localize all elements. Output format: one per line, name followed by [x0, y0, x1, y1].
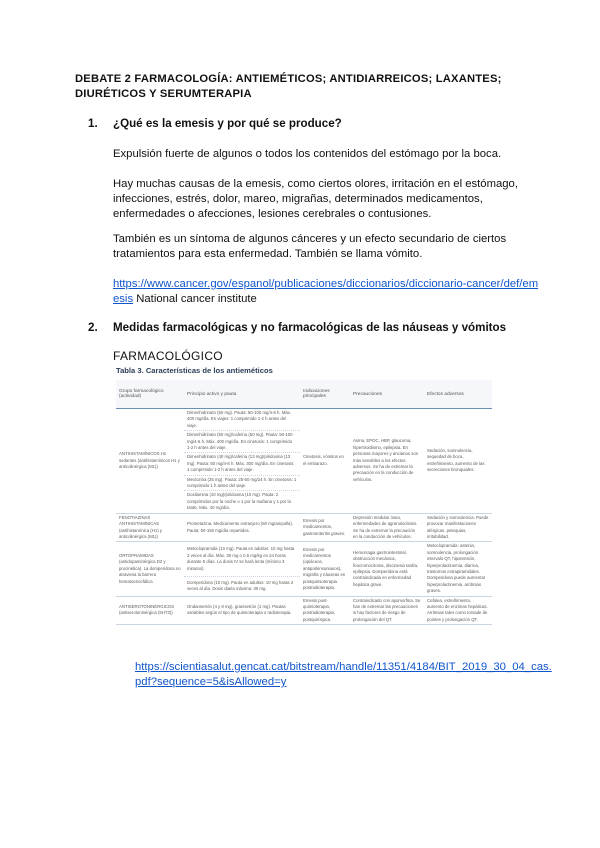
- cell-drug: Prometazina. Medicamento extranjero (50 mg/ampolla). Pauta: 50-150 mg/día repartidos.: [184, 513, 300, 542]
- reference-line-2: [135, 660, 555, 690]
- table-row: [116, 409, 492, 431]
- header-adverse: Efectos adversos: [424, 380, 492, 409]
- answer-paragraph-3: También es un síntoma de algunos cánceres y un efecto secundario de ciertos tratamientos para esta enfermedad. También se llama vómito.: [113, 233, 507, 260]
- cell-drug: Meclozina (25 mg). Pauta: 25-50 mg/24 h. En cinetosis: 1 comprimido 1 h antes del viaje.: [184, 475, 300, 491]
- cell-adverse: Metoclopramida: astenia, somnolencia, prolongación intervalo QT, hipotensión, hiperprolactinemia, diarrea, trastornos extrapiramidales. Domperidona puede aumentar hiperprolactinemia, arritmias graves.: [424, 542, 492, 596]
- cell-precautions: Hemorragia gastrointestinal, obstrucción mecánica, feocromocitoma, discinesia tardía, epilepsia. Domperidona está contraindicada en enfermedad hepática grave.: [350, 542, 424, 596]
- header-group: Grupo farmacológico (actividad): [116, 380, 184, 409]
- cancer-gov-link[interactable]: https://www.cancer.gov/espanol/publicaciones/diccionarios/diccionario-cancer/def/emesis: [113, 278, 539, 305]
- table-row: [116, 513, 492, 542]
- table-header-row: [116, 380, 492, 409]
- cell-precautions: Depresión medular ósea, enfermedades de agranulocitosis. Se ha de extremar la precaución en la conducción de vehículos.: [350, 513, 424, 542]
- answer-paragraph-2: Hay muchas causas de la emesis, como ciertos olores, irritación en el estómago, infecciones, estrés, dolor, mareo, migrañas, determinados medicamentos, enfermedades o afecciones, lesiones cerebrales o contusiones.: [113, 178, 518, 220]
- question-1-text: ¿Qué es la emesis y por qué se produce?: [113, 117, 342, 130]
- antiemetics-table-image: [116, 366, 492, 653]
- cell-group-fenotiazinas: FENOTIAZINAS ANTIHISTAMÍNICAS (antihistamínica (H1) y anticolinérgica (M1)): [116, 513, 184, 542]
- cell-adverse: Sedación, somnolencia, sequedad de boca, estreñimiento, aumento de las secreciones bronquiales.: [424, 409, 492, 514]
- header-drug: Principio activo y pauta: [184, 380, 300, 409]
- table-title: Tabla 3. Características de los antieméticos: [116, 366, 273, 375]
- cell-precautions: Contraindicado con apomorfina. Se han de extremar las precauciones si hay factores de riesgo de prolongación del QT.: [350, 596, 424, 625]
- question-2-heading: [88, 321, 506, 334]
- table-row: [116, 596, 492, 625]
- cell-indication: Emesis post-quimioterapia, postradioterapia, postquirúrgica.: [300, 596, 350, 625]
- reference-source: National cancer institute: [136, 293, 257, 305]
- document-title: DEBATE 2 FARMACOLOGÍA: ANTIEMÉTICOS; ANTIDIARREICOS; LAXANTES; DIURÉTICOS Y SERUMTERAPIA: [75, 73, 502, 100]
- cell-precautions: Asma, EPOC, HBP, glaucoma, hipertiroidismo, epilepsia. En personas mayores y ancianos son más sensibles a los efectos adversos. Se ha de extremar la precaución en la conducción de vehículos.: [350, 409, 424, 514]
- cell-group-antihistaminicos: ANTIHISTAMÍNICOS H1 sedantes (antihistamínicos H1 y anticolinérgica (M1)): [116, 409, 184, 514]
- reference-line-1: [113, 277, 543, 307]
- cell-drug: Dimenhidrinato (40 mg)/cafeína (13 mg)/piridoxina (13 mg). Pauta: 50 mg/4-6 h. Máx. 300 mg/día. En cinetosis: 1 comprimido 1-2 h antes del viaje.: [184, 453, 300, 475]
- question-2-text: Medidas farmacológicas y no farmacológicas de las náuseas y vómitos: [113, 321, 507, 334]
- cell-adverse: Cefalea, estreñimiento, aumento de enzimas hepáticas. Arritmias tales como torsade de pointes y prolongación QT.: [424, 596, 492, 625]
- cell-group-ortopramidas: ORTOPRAMIDAS (antidopaminérgica D2 y procinética). La domperidona no atraviesa la barrera hematoencefálica: [116, 542, 184, 596]
- cell-drug: Doxilamina (10 mg)/piridoxina (10 mg). Pauta: 2 comprimidos por la noche o 1 por la mañana y 1 por la tarde. Máx. 40 mg/día.: [184, 491, 300, 513]
- cell-indication: Emesis por medicamentos, gastroenteritis graves.: [300, 513, 350, 542]
- header-indications: Indicaciones principales: [300, 380, 350, 409]
- answer-paragraph-1: Expulsión fuerte de algunos o todos los contenidos del estómago por la boca.: [113, 148, 502, 160]
- header-precautions: Precauciones: [350, 380, 424, 409]
- question-2-number: 2.: [88, 321, 98, 334]
- cell-drug: Ondansetrón (4 y 8 mg), granisetrón (1 mg). Pautas variables según el tipo de quimioterapia o radioterapia.: [184, 596, 300, 625]
- gencat-pdf-link[interactable]: https://scientiasalut.gencat.cat/bitstream/handle/11351/4184/BIT_2019_30_04_cas.pdf?sequence=5&isAllowed=y: [135, 661, 552, 688]
- cell-adverse: Sedación y somnolencia. Puede provocar manifestaciones alérgicas, petequias, irritabilidad.: [424, 513, 492, 542]
- table-row: [116, 542, 492, 577]
- question-1-number: 1.: [88, 117, 98, 130]
- cell-group-antiserotoninergicos: ANTISEROTONINÉRGICOS (antiserotoninérgica (5HT3)): [116, 596, 184, 625]
- cell-indication: Emesis por medicamentos (opiáceos, antiparkinsonianos), migraña y náuseas en postquimioterapia postradioterapia.: [300, 542, 350, 596]
- cell-drug: Metoclopramida (10 mg). Pauta en adultos: 10 mg hasta 3 veces al día. Máx. 30 mg o 0,5 mg/kg en 24 horas durante 5 días. La dosis IV se hará lenta (mínimo 3 minutos).: [184, 542, 300, 577]
- section-label-farmacologico: FARMACOLÓGICO: [113, 349, 223, 363]
- cell-indication: Cinetosis, vómitos en el embarazo.: [300, 409, 350, 514]
- cell-drug: Dimenhidrinato (50 mg)/cafeína (50 mg). Pauta: 50-100 mg/4-6 h. Máx. 400 mg/día. En cinetosis: 1 comprimido 1-2 h antes del viaje.: [184, 431, 300, 453]
- cell-drug: Domperidona (10 mg). Pauta en adultos: 10 mg hasta 3 veces al día. Dosis diaria máxima: 30 mg.: [184, 577, 300, 596]
- antiemetics-table: [116, 380, 492, 625]
- cell-drug: Dimenhidrinato (50 mg). Pauta: 50-100 mg/4-6 h. Máx. 400 mg/día. En viajes: 1 comprimido 1-2 h antes del viaje.: [184, 409, 300, 431]
- question-1-heading: [88, 117, 342, 130]
